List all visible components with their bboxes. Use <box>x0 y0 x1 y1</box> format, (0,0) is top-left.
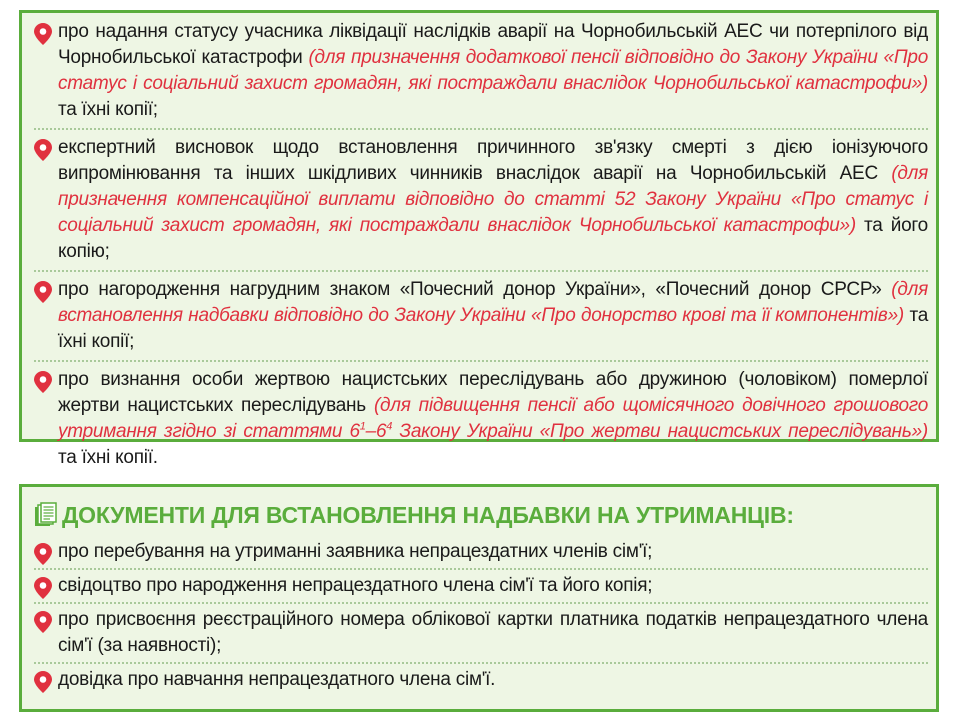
list-item <box>34 667 928 696</box>
location-pin-icon <box>34 281 52 303</box>
document-list-box-1 <box>19 10 939 468</box>
item-note: (для призначення додаткової пенсії відповідно до Закону України «Про статус і соціальний захист громадян, які постраждали внаслідок Чорнобильської катастрофи») <box>58 47 929 94</box>
document-list-box-2 <box>19 484 939 712</box>
item-tail: та їхні копії; <box>58 305 929 352</box>
location-pin-icon <box>34 611 52 633</box>
location-pin-icon <box>34 23 52 45</box>
location-pin-icon <box>34 139 52 161</box>
note-part: (для підвищення пенсії або щомісячного довічного грошового утримання згідно зі статтями 6 <box>58 395 929 442</box>
note-part: Закону України «Про жертви нацистських переслідувань») <box>392 421 928 442</box>
list-item <box>34 539 928 570</box>
superscript: 4 <box>386 420 393 433</box>
list-item <box>34 573 928 604</box>
item-text: експертний висновок щодо встановлення причинного зв'язку смерті з дією іонізуючого випромінювання та інших шкідливих чинників внаслідок аварії на Чорнобильській АЕС <box>58 137 928 184</box>
location-pin-icon <box>34 577 52 599</box>
item-note: (для встановлення надбавки відповідно до Закону України «Про донорство крові та її компонентів») <box>58 279 928 326</box>
item-tail: та його копію; <box>58 215 928 262</box>
item-text: довідка про навчання непрацездатного члена сім'ї. <box>58 669 496 690</box>
item-tail: та їхні копії. <box>58 447 158 468</box>
section-header <box>34 495 928 535</box>
section-heading: ДОКУМЕНТИ ДЛЯ ВСТАНОВЛЕННЯ НАДБАВКИ НА УТРИМАНЦІВ: <box>62 501 794 528</box>
location-pin-icon <box>34 371 52 393</box>
item-text: про визнання особи жертвою нацистських переслідувань або дружиною (чоловіком) померлої жертви нацистських переслідувань <box>58 369 928 416</box>
item-note: (для призначення компенсаційної виплати відповідно до статті 52 Закону України «Про статус і соціальний захист громадян, які постраждали внаслідок Чорнобильської катастрофи») <box>58 163 929 236</box>
document-stack-icon <box>34 502 58 528</box>
list-item <box>34 135 928 272</box>
list-item <box>34 277 928 362</box>
list-item <box>34 607 928 664</box>
item-text: свідоцтво про народження непрацездатного члена сім'ї та його копія; <box>58 575 653 596</box>
location-pin-icon <box>34 543 52 565</box>
location-pin-icon <box>34 671 52 693</box>
item-text: про перебування на утриманні заявника непрацездатних членів сім'ї; <box>58 541 653 562</box>
item-text: про надання статусу учасника ліквідації наслідків аварії на Чорнобильській АЕС чи потерпілого від Чорнобильської катастрофи <box>58 21 928 68</box>
item-tail: та їхні копії; <box>58 99 158 120</box>
list-item <box>34 19 928 130</box>
list-item <box>34 367 928 476</box>
superscript: 1 <box>359 420 366 433</box>
note-part: –6 <box>365 421 387 442</box>
item-text: про нагородження нагрудним знаком «Почесний донор України», «Почесний донор СРСР» <box>58 279 882 300</box>
item-text: про присвоєння реєстраційного номера облікової картки платника податків непрацездатного члена сім'ї (за наявності); <box>58 609 928 656</box>
